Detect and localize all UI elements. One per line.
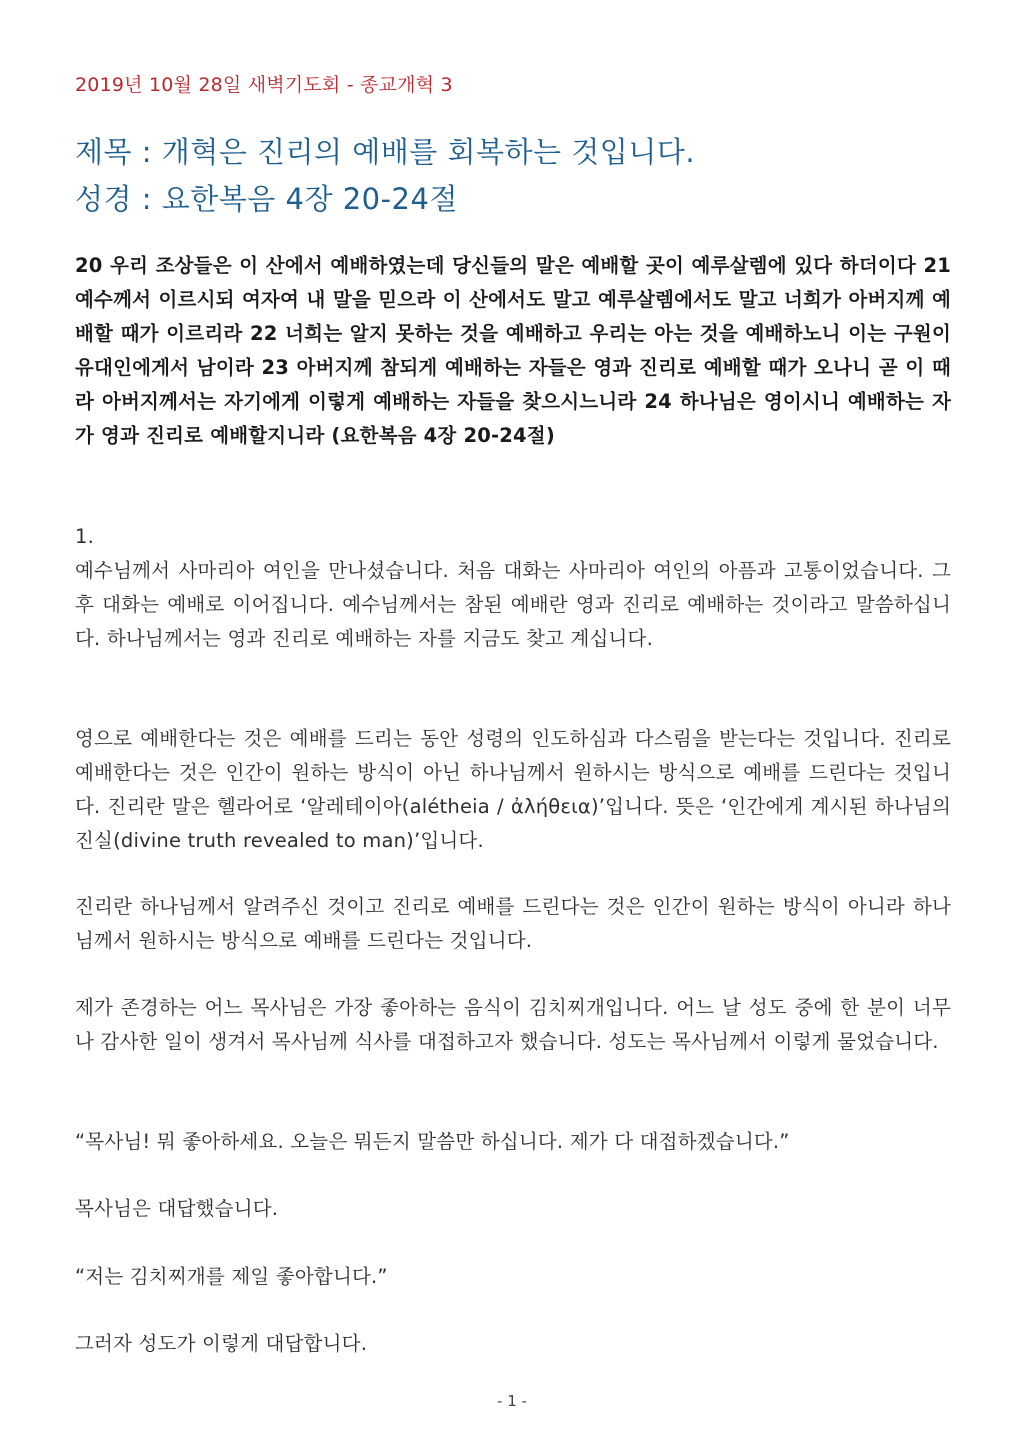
paragraph: 그러자 성도가 이렇게 대답합니다. bbox=[75, 1332, 368, 1355]
paragraph: 예수님께서 사마리아 여인을 만나셨습니다. 처음 대화는 사마리아 여인의 아픔과 고통이었습니다. 그 후 대화는 예배로 이어집니다. 예수님께서는 참된 예배란 영과 진리로 예배하는 것이라고 말씀하십니다. 하나님께서는 영과 진리로 예배하는 자를 지금도 찾고 계십니다. bbox=[75, 559, 951, 650]
section-number: 1. bbox=[75, 525, 95, 548]
sermon-date-header: 2019년 10월 28일 새벽기도회 - 종교개혁 3 bbox=[75, 74, 453, 96]
quote-paragraph: “저는 김치찌개를 제일 좋아합니다.” bbox=[75, 1265, 388, 1288]
page-number: - 1 - bbox=[497, 1392, 527, 1410]
paragraph: 영으로 예배한다는 것은 예배를 드리는 동안 성령의 인도하심과 다스림을 받는다는 것입니다. 진리로 예배한다는 것은 인간이 원하는 방식이 아닌 하나님께서 원하시는 방식으로 예배를 드린다는 것입니다. 진리란 말은 헬라어로 ‘알레테이아(alétheia / ἀλήθεια)’입니다. 뜻은 ‘인간에게 계시된 하나님의 진실(divine truth revealed to man)’입니다. bbox=[75, 727, 951, 852]
scripture-reference: 성경 : 요한복음 4장 20-24절 bbox=[75, 182, 458, 216]
paragraph: 목사님은 대답했습니다. bbox=[75, 1197, 279, 1220]
scripture-passage: 20 우리 조상들은 이 산에서 예배하였는데 당신들의 말은 예배할 곳이 예루살렘에 있다 하더이다 21 예수께서 이르시되 여자여 내 말을 믿으라 이 산에서도 말고 예루살렘에서도 말고 너희가 아버지께 예배할 때가 이르리라 22 너희는 알지 못하는 것을 예배하고 우리는 아는 것을 예배하노니 이는 구원이 유대인에게서 남이라 23 아버지께 참되게 예배하는 자들은 영과 진리로 예배할 때가 오나니 곧 이 때라 아버지께서는 자기에게 이렇게 예배하는 자들을 찾으시느니라 24 하나님은 영이시니 예배하는 자가 영과 진리로 예배할지니라 (요한복음 4장 20-24절) bbox=[75, 254, 951, 447]
paragraph: 진리란 하나님께서 알려주신 것이고 진리로 예배를 드린다는 것은 인간이 원하는 방식이 아니라 하나님께서 원하시는 방식으로 예배를 드린다는 것입니다. bbox=[75, 895, 951, 952]
sermon-title: 제목 : 개혁은 진리의 예배를 회복하는 것입니다. bbox=[75, 135, 696, 169]
paragraph: 제가 존경하는 어느 목사님은 가장 좋아하는 음식이 김치찌개입니다. 어느 날 성도 중에 한 분이 너무나 감사한 일이 생겨서 목사님께 식사를 대접하고자 했습니다. 성도는 목사님께서 이렇게 물었습니다. bbox=[75, 996, 951, 1053]
quote-paragraph: “목사님! 뭐 좋아하세요. 오늘은 뭐든지 말씀만 하십니다. 제가 다 대접하겠습니다.” bbox=[75, 1130, 790, 1153]
